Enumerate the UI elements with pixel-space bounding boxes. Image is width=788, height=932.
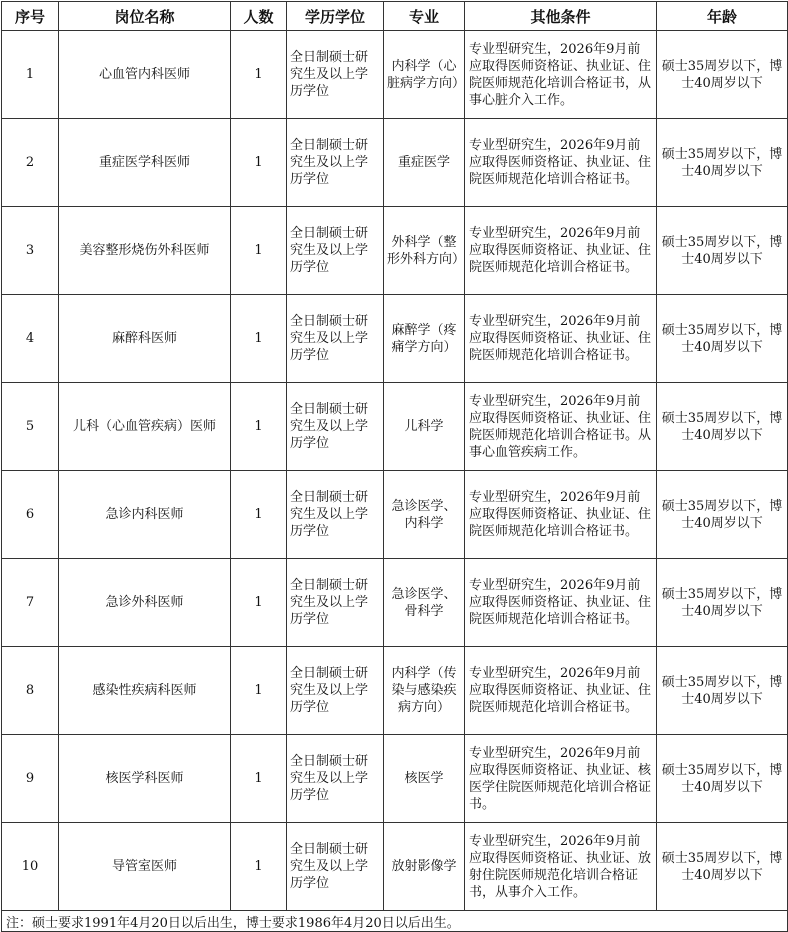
cell-position: 重症医学科医师 bbox=[59, 119, 231, 207]
cell-conditions: 专业型研究生，2026年9月前应取得医师资格证、执业证、住院医师规范化培训合格证书，从事心脏介入工作。 bbox=[465, 31, 657, 119]
cell-education: 全日制硕士研究生及以上学历学位 bbox=[287, 295, 384, 383]
cell-major: 麻醉学（疼痛学方向） bbox=[384, 295, 465, 383]
cell-education: 全日制硕士研究生及以上学历学位 bbox=[287, 735, 384, 823]
cell-conditions: 专业型研究生，2026年9月前应取得医师资格证、执业证、住院医师规范化培训合格证书。从事心血管疾病工作。 bbox=[465, 383, 657, 471]
cell-seq: 1 bbox=[2, 31, 59, 119]
cell-conditions: 专业型研究生，2026年9月前应取得医师资格证、执业证、住院医师规范化培训合格证书。 bbox=[465, 559, 657, 647]
cell-position: 核医学科医师 bbox=[59, 735, 231, 823]
cell-conditions: 专业型研究生，2026年9月前应取得医师资格证、执业证、住院医师规范化培训合格证书。 bbox=[465, 647, 657, 735]
header-row bbox=[2, 2, 788, 31]
cell-position: 感染性疾病科医师 bbox=[59, 647, 231, 735]
recruitment-table bbox=[1, 1, 788, 932]
cell-age: 硕士35周岁以下，博士40周岁以下 bbox=[657, 471, 788, 559]
cell-conditions: 专业型研究生，2026年9月前应取得医师资格证、执业证、住院医师规范化培训合格证书。 bbox=[465, 207, 657, 295]
header-conditions: 其他条件 bbox=[465, 2, 657, 31]
cell-education: 全日制硕士研究生及以上学历学位 bbox=[287, 471, 384, 559]
cell-seq: 7 bbox=[2, 559, 59, 647]
cell-major: 内科学（传染与感染疾病方向） bbox=[384, 647, 465, 735]
cell-seq: 3 bbox=[2, 207, 59, 295]
cell-count: 1 bbox=[231, 823, 287, 911]
cell-seq: 9 bbox=[2, 735, 59, 823]
cell-count: 1 bbox=[231, 31, 287, 119]
cell-major: 放射影像学 bbox=[384, 823, 465, 911]
table-row bbox=[2, 735, 788, 823]
cell-count: 1 bbox=[231, 647, 287, 735]
cell-major: 内科学（心脏病学方向） bbox=[384, 31, 465, 119]
cell-conditions: 专业型研究生，2026年9月前应取得医师资格证、执业证、住院医师规范化培训合格证书。 bbox=[465, 295, 657, 383]
cell-education: 全日制硕士研究生及以上学历学位 bbox=[287, 823, 384, 911]
table-row bbox=[2, 823, 788, 911]
header-age: 年龄 bbox=[657, 2, 788, 31]
cell-seq: 2 bbox=[2, 119, 59, 207]
cell-seq: 8 bbox=[2, 647, 59, 735]
cell-count: 1 bbox=[231, 559, 287, 647]
cell-count: 1 bbox=[231, 735, 287, 823]
cell-education: 全日制硕士研究生及以上学历学位 bbox=[287, 559, 384, 647]
table-row bbox=[2, 647, 788, 735]
cell-count: 1 bbox=[231, 207, 287, 295]
cell-age: 硕士35周岁以下，博士40周岁以下 bbox=[657, 559, 788, 647]
cell-age: 硕士35周岁以下，博士40周岁以下 bbox=[657, 207, 788, 295]
cell-count: 1 bbox=[231, 119, 287, 207]
header-position: 岗位名称 bbox=[59, 2, 231, 31]
header-education: 学历学位 bbox=[287, 2, 384, 31]
cell-major: 急诊医学、内科学 bbox=[384, 471, 465, 559]
footnote: 注：硕士要求1991年4月20日以后出生，博士要求1986年4月20日以后出生。 bbox=[2, 911, 788, 932]
cell-position: 导管室医师 bbox=[59, 823, 231, 911]
cell-age: 硕士35周岁以下，博士40周岁以下 bbox=[657, 31, 788, 119]
table-row bbox=[2, 295, 788, 383]
cell-conditions: 专业型研究生，2026年9月前应取得医师资格证、执业证、住院医师规范化培训合格证书。 bbox=[465, 471, 657, 559]
note-row bbox=[2, 911, 788, 932]
header-seq: 序号 bbox=[2, 2, 59, 31]
table-row bbox=[2, 207, 788, 295]
table-row bbox=[2, 119, 788, 207]
table-row bbox=[2, 559, 788, 647]
cell-age: 硕士35周岁以下，博士40周岁以下 bbox=[657, 823, 788, 911]
header-count: 人数 bbox=[231, 2, 287, 31]
cell-conditions: 专业型研究生，2026年9月前应取得医师资格证、执业证、放射住院医师规范化培训合格证书，从事介入工作。 bbox=[465, 823, 657, 911]
cell-seq: 4 bbox=[2, 295, 59, 383]
cell-age: 硕士35周岁以下，博士40周岁以下 bbox=[657, 647, 788, 735]
cell-seq: 10 bbox=[2, 823, 59, 911]
cell-conditions: 专业型研究生，2026年9月前应取得医师资格证、执业证、核医学住院医师规范化培训合格证书。 bbox=[465, 735, 657, 823]
cell-position: 美容整形烧伤外科医师 bbox=[59, 207, 231, 295]
cell-seq: 5 bbox=[2, 383, 59, 471]
table-row bbox=[2, 383, 788, 471]
cell-major: 重症医学 bbox=[384, 119, 465, 207]
cell-position: 心血管内科医师 bbox=[59, 31, 231, 119]
table-row bbox=[2, 31, 788, 119]
cell-count: 1 bbox=[231, 295, 287, 383]
cell-major: 儿科学 bbox=[384, 383, 465, 471]
cell-age: 硕士35周岁以下，博士40周岁以下 bbox=[657, 735, 788, 823]
cell-count: 1 bbox=[231, 471, 287, 559]
cell-education: 全日制硕士研究生及以上学历学位 bbox=[287, 383, 384, 471]
cell-major: 核医学 bbox=[384, 735, 465, 823]
cell-education: 全日制硕士研究生及以上学历学位 bbox=[287, 119, 384, 207]
cell-education: 全日制硕士研究生及以上学历学位 bbox=[287, 647, 384, 735]
cell-position: 儿科（心血管疾病）医师 bbox=[59, 383, 231, 471]
cell-seq: 6 bbox=[2, 471, 59, 559]
cell-major: 急诊医学、骨科学 bbox=[384, 559, 465, 647]
cell-age: 硕士35周岁以下，博士40周岁以下 bbox=[657, 383, 788, 471]
cell-age: 硕士35周岁以下，博士40周岁以下 bbox=[657, 119, 788, 207]
cell-education: 全日制硕士研究生及以上学历学位 bbox=[287, 31, 384, 119]
cell-conditions: 专业型研究生，2026年9月前应取得医师资格证、执业证、住院医师规范化培训合格证书。 bbox=[465, 119, 657, 207]
cell-age: 硕士35周岁以下，博士40周岁以下 bbox=[657, 295, 788, 383]
cell-position: 麻醉科医师 bbox=[59, 295, 231, 383]
table-body bbox=[2, 31, 788, 911]
cell-position: 急诊外科医师 bbox=[59, 559, 231, 647]
header-major: 专业 bbox=[384, 2, 465, 31]
cell-count: 1 bbox=[231, 383, 287, 471]
cell-position: 急诊内科医师 bbox=[59, 471, 231, 559]
cell-major: 外科学（整形外科方向） bbox=[384, 207, 465, 295]
cell-education: 全日制硕士研究生及以上学历学位 bbox=[287, 207, 384, 295]
table-row bbox=[2, 471, 788, 559]
